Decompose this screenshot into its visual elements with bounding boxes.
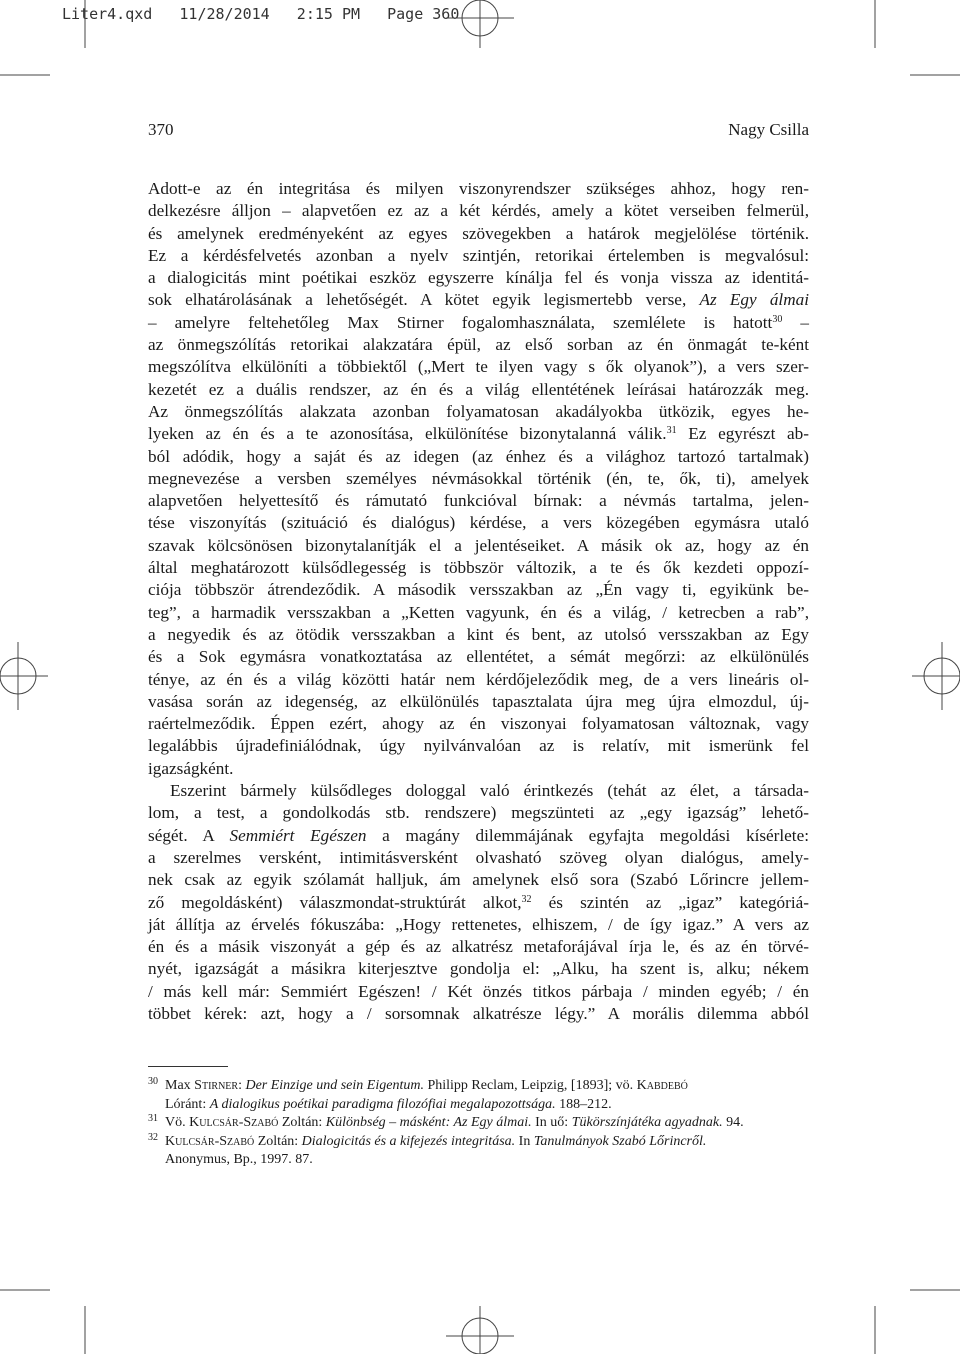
- text-line: szavak kölcsönösen bizonytalanítják el a jelentéseiket. A másik ok az, hogy az én: [148, 535, 809, 555]
- fn-text: 94.: [722, 1115, 744, 1130]
- text-line: Adott-e az én integritása és milyen viszonyrendszer szükséges ahhoz, hogy ren-: [148, 179, 809, 198]
- fn-text: 188–212.: [555, 1096, 612, 1112]
- footnote-32: [148, 1133, 809, 1170]
- running-head: [148, 120, 809, 144]
- text-line: lom, a test, a gondolkodás stb. rendszere) megszünteti az „egy igazság” lehető-: [148, 803, 809, 823]
- footnote-31: [148, 1114, 809, 1133]
- fn-title: A dialogikus poétikai paradigma filozófiai megalapozottsága.: [209, 1096, 556, 1112]
- fn-text: Vö.: [165, 1115, 190, 1130]
- text-line: [148, 423, 809, 445]
- text-run: a magány dilemmájának egyfajta megoldási kísérlete:: [366, 825, 809, 845]
- text-line: ténye, az én és a világ közötti határ nem kérdőjeleződik meg, de a vers lineáris ol-: [148, 669, 809, 689]
- text-line: teg”, a harmadik versszakban a „Ketten vagyunk, én és a világ, / ketrecben a rab”,: [148, 602, 809, 622]
- fn-text: Anonymus, Bp., 1997. 87.: [165, 1152, 313, 1167]
- text-run: és szintén az „igaz” kategóriá-: [531, 892, 809, 912]
- registration-mark-left: [0, 642, 48, 710]
- text-line: Eszerint bármely külsődleges dologgal való érintkezés (tehát az élet, a társada-: [170, 781, 809, 801]
- footnote-ref-32[interactable]: 32: [521, 893, 532, 905]
- text-run: sok elhatárolásának a lehetőségét. A kötet egyik legismertebb verse,: [148, 290, 700, 310]
- poem-title: Az Egy álmai: [699, 290, 809, 310]
- fn-text: Lóránt:: [165, 1096, 210, 1112]
- text-line: megnevezése a versben személyes névmásokkal történik (én, te, ők, ti), amelyek: [148, 468, 809, 488]
- text-line: és amelynek eredményeként az egyes szövegekben a határok megjelölése történik.: [148, 223, 809, 243]
- text-line: a szerelmes versként, intimitásversként olvasható szöveg olyan dialógus, amely-: [148, 847, 809, 867]
- fn-title: Különbség – másként: Az Egy álmai.: [325, 1115, 532, 1130]
- fn-text: Max: [165, 1078, 195, 1093]
- text-run: ző megoldásként) válaszmondat-struktúrát alkot,: [148, 892, 522, 912]
- fn-author: Kabdebó: [636, 1078, 688, 1093]
- text-line: alapvetően helyettesítő és rámutató funkcióval bírnak: a névmás tartalma, jelen-: [148, 491, 809, 511]
- paragraph-2: [148, 780, 809, 1025]
- author-name: Nagy Csilla: [728, 120, 809, 139]
- registration-mark-bottom: [446, 1306, 514, 1354]
- text-line: tése viszonyítás (szituáció és dialógus) kérdése, a vers közegében egymásra utaló: [148, 513, 809, 533]
- text-line: Az önmegszólítás alakzata azonban folyamatosan akadályokba ütközik, egyes he-: [148, 401, 809, 421]
- text-line: kezetét ez a duális rendszer, az én és a világ ellentétének leírásai határozzák meg.: [148, 379, 809, 399]
- fn-text: Philipp Reclam, Leipzig, [1893]; vö.: [423, 1078, 637, 1093]
- text-line: ját állítja az érvelés fókuszába: „Hogy rettenetes, elhiszem, / de így igaz.” A vers az: [148, 914, 809, 934]
- text-line: a dialogicitás mint poétikai eszköz egyszerre kínálja fel és vonja vissza az identitá-: [148, 268, 809, 288]
- text-line: igazságként.: [148, 758, 234, 778]
- fn-text: :: [238, 1078, 246, 1093]
- fn-text: In: [515, 1133, 534, 1149]
- text-line: által meghatározott külsődlegesség is többször változik, a te és ők kezdeti oppozí-: [148, 558, 809, 578]
- text-line: én és a másik viszonyát a gép és az alkatrész metaforájával írja le, és az én törvé-: [148, 937, 809, 957]
- text-run: Ez egyrészt ab-: [676, 424, 809, 444]
- text-line: raértelmeződik. Éppen ezért, ahogy az én viszonyai folyamatosan változnak, vagy: [148, 714, 809, 734]
- footnote-number: 31: [148, 1113, 158, 1124]
- text-line: nyét, igazságát a másikra kiterjesztve gondolja el: „Alku, ha szent is, alku; nékem: [148, 959, 809, 979]
- page-number: 370: [148, 120, 174, 139]
- text-run: ségét. A: [148, 825, 230, 845]
- fn-author: Kulcsár-Szabó: [165, 1133, 255, 1149]
- fn-title: Dialogicitás és a kifejezés integritása.: [301, 1133, 516, 1149]
- text-line: legalábbis újradefiniálódnak, úgy nyilvánvalóan az is relatív, mit ismerünk fel: [148, 736, 809, 756]
- registration-mark-right: [912, 642, 960, 710]
- text-line: ciója többször átrendeződik. A második versszakban az „Én vagy ti, egyikünk be-: [148, 580, 809, 600]
- footnotes: [148, 1077, 809, 1170]
- text-line: delkezésre álljon – alapvetően ez az a két kérdés, amely a kötet verseiben felmerül,: [148, 201, 809, 221]
- text-line: [148, 289, 809, 311]
- footnote-number: 30: [148, 1076, 158, 1087]
- text-line: megszólítva elkülöníti a többiektől („Mert te ilyen vagy s ők olyanok”), a vers szer-: [148, 357, 809, 377]
- text-line: vasása során az idegenség, az elkülönülés tapasztalata újra meg újra elmozdul, új-: [148, 691, 809, 711]
- footnote-rule: [148, 1066, 228, 1067]
- fn-text: In uő:: [531, 1115, 572, 1130]
- print-slug: Liter4.qxd 11/28/2014 2:15 PM Page 360: [62, 5, 460, 23]
- text-run: – amelyre feltehetőleg Max Stirner fogalomhasználata, szemlélete is hatott: [148, 312, 773, 332]
- poem-title: Semmiért Egészen: [229, 825, 367, 845]
- fn-text: Zoltán:: [254, 1133, 302, 1149]
- text-run: lyeken az én és a te azonosítása, elkülönítése bizonytalanná válik.: [148, 424, 667, 444]
- paragraph-1: [148, 178, 809, 780]
- footnote-ref-30[interactable]: 30: [772, 313, 783, 325]
- text-line: és a Sok egymásra vonatkoztatása az ellentétet, a sémát megőrzi: az elkülönülés: [148, 647, 809, 667]
- footnote-ref-31[interactable]: 31: [666, 425, 677, 437]
- footnote-30: [148, 1077, 809, 1114]
- fn-title: Tanulmányok Szabó Lőrincről.: [533, 1133, 707, 1149]
- text-line: ból adódik, hogy a saját és az idegen (az énhez és a világhoz tartozó tartalmak): [148, 446, 809, 466]
- text-line: [148, 312, 809, 334]
- text-line: / más kell már: Semmiért Egészen! / Két önzés titkos párbaja / minden egyéb; / én: [148, 981, 809, 1001]
- fn-author: Stirner: [194, 1078, 239, 1093]
- fn-title: Tükörszínjátéka agyadnak.: [571, 1115, 723, 1130]
- fn-text: Zoltán:: [278, 1115, 326, 1130]
- fn-title: Der Einzige und sein Eigentum.: [245, 1078, 424, 1093]
- fn-author: Kulcsár-Szabó: [189, 1115, 279, 1130]
- text-line: az önmegszólítás retorikai alakzatára épül, az első sorban az én önmagát te-ként: [148, 335, 809, 355]
- text-line: [148, 825, 809, 847]
- text-line: a negyedik és az ötödik versszakban a kint és bent, az utolsó versszakban az Egy: [148, 624, 809, 644]
- text-line: [148, 892, 809, 914]
- dash: –: [800, 312, 810, 332]
- text-line: többet kérek: azt, hogy a / sorsomnak alkatrésze légy.” A morális dilemma abból: [148, 1003, 809, 1023]
- footnote-number: 32: [148, 1131, 158, 1143]
- body-text: [148, 178, 809, 1025]
- text-line: nek csak az egyik szólamát halljuk, ám amelynek első sora (Szabó Lőrincre jellem-: [148, 870, 809, 890]
- text-line: Ez a kérdésfelvetés azonban a nyelv szintjén, retorikai értelemben is megvalósul:: [148, 245, 809, 265]
